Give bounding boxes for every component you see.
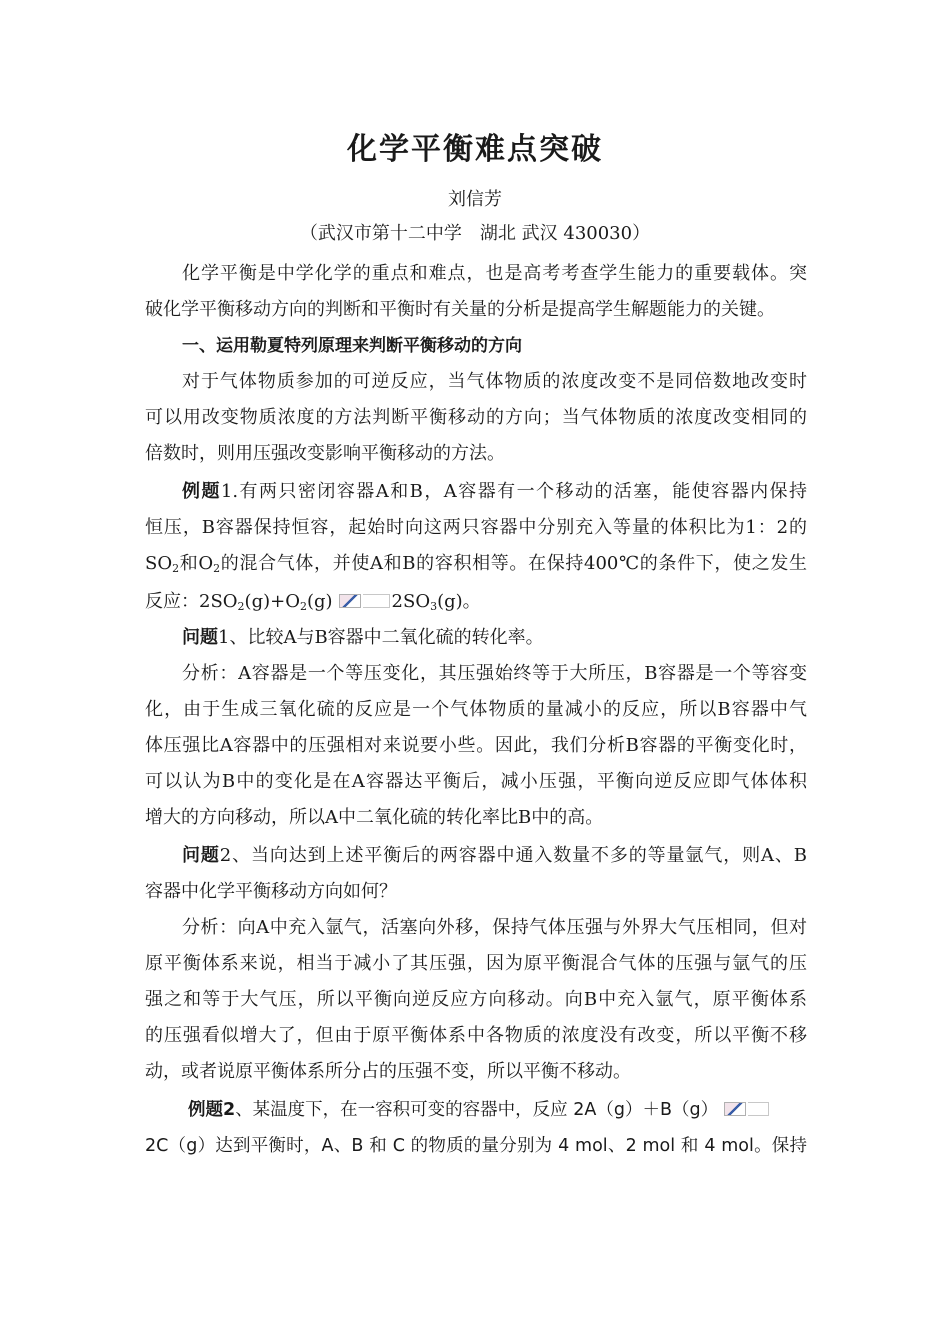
page-title: 化学平衡难点突破: [347, 132, 603, 167]
question-label: 问题: [182, 627, 218, 648]
analysis-line: 动，或者说原平衡体系所分占的压强不变，所以平衡不移动。: [145, 1061, 631, 1082]
analysis-line: 体压强比A容器中的压强相对来说要小些。因此，我们分析B容器的平衡变化时，: [145, 735, 807, 756]
question-2-line: 容器中化学平衡移动方向如何？: [145, 881, 397, 902]
example-text: 1.有两只密闭容器A和B，A容器有一个移动的活塞，能使容器内保持: [220, 481, 807, 502]
section-paragraph-line: 可以用改变物质浓度的方法判断平衡移动的方向；当气体物质的浓度改变相同的: [145, 407, 807, 428]
analysis-line: 可以认为B中的变化是在A容器达平衡后，减小压强，平衡向逆反应即气体体积: [145, 771, 807, 792]
example-label: 例题: [188, 1100, 223, 1120]
question-text: 1、比较A与B容器中二氧化硫的转化率。: [218, 627, 544, 648]
example-text: 、某温度下，在一容积可变的容器中，反应 2A（g）＋B（g）: [235, 1100, 719, 1120]
section-paragraph-line: 对于气体物质参加的可逆反应，当气体物质的浓度改变不是同倍数地改变时: [182, 371, 807, 392]
example-1-equation: 反应：$2SO_2(g)+O_2(g)$ $2SO_3(g)$。: [145, 591, 481, 613]
example-1-line: $SO_2$和$O_2$的混合气体，并使A和B的容积相等。在保持400℃的条件下，使之发生: [145, 553, 807, 575]
analysis-line: 原平衡体系来说，相当于减小了其压强，因为原平衡混合气体的压强与氩气的压: [145, 953, 807, 974]
question-label: 问题: [182, 845, 220, 866]
example-label: 例题: [182, 481, 221, 502]
analysis-line: 增大的方向移动，所以A中二氧化硫的转化率比B中的高。: [145, 807, 604, 828]
example-1-line: [182, 474, 807, 510]
author-affiliation: （武汉市第十二中学 湖北 武汉 430030）: [299, 223, 651, 244]
analysis-line: 的压强看似增大了，但由于原平衡体系中各物质的浓度没有改变，所以平衡不移: [145, 1025, 807, 1046]
question-2: [182, 838, 807, 874]
question-1: [182, 620, 807, 656]
question-text: 2、当向达到上述平衡后的两容器中通入数量不多的等量氩气，则A、B: [219, 845, 807, 866]
intro-line: 破化学平衡移动方向的判断和平衡时有关量的分析是提高学生解题能力的关键。: [145, 299, 775, 320]
analysis-line: 分析：向A中充入氩气，活塞向外移，保持气体压强与外界大气压相同，但对: [182, 917, 807, 938]
analysis-line: 化，由于生成三氧化硫的反应是一个气体物质的量减小的反应，所以B容器中气: [145, 699, 807, 720]
reversible-arrow-icon: [339, 594, 361, 608]
reversible-arrow-frame: [748, 1102, 769, 1116]
example-1-line: 恒压，B容器保持恒容，起始时向这两只容器中分别充入等量的体积比为1：2的: [145, 517, 807, 538]
example-2-line: 2C（g）达到平衡时，A、B 和 C 的物质的量分别为 4 mol、2 mol 和 4 mol。保持: [145, 1136, 807, 1156]
reversible-arrow-frame: [363, 594, 390, 608]
author-name: 刘信芳: [448, 189, 502, 210]
section-paragraph-line: 倍数时，则用压强改变影响平衡移动的方法。: [145, 443, 505, 464]
intro-line: 化学平衡是中学化学的重点和难点，也是高考考查学生能力的重要载体。突: [182, 263, 807, 284]
analysis-line: 强之和等于大气压，所以平衡向逆反应方向移动。向B中充入氩气，原平衡体系: [145, 989, 807, 1010]
section-heading: 一、运用勒夏特列原理来判断平衡移动的方向: [182, 336, 522, 356]
example-2-line: 例题2、某温度下，在一容积可变的容器中，反应 2A（g）＋B（g）: [188, 1092, 807, 1128]
reversible-arrow-icon: [724, 1102, 746, 1116]
analysis-line: 分析：A容器是一个等压变化，其压强始终等于大所压，B容器是一个等容变: [182, 663, 807, 684]
